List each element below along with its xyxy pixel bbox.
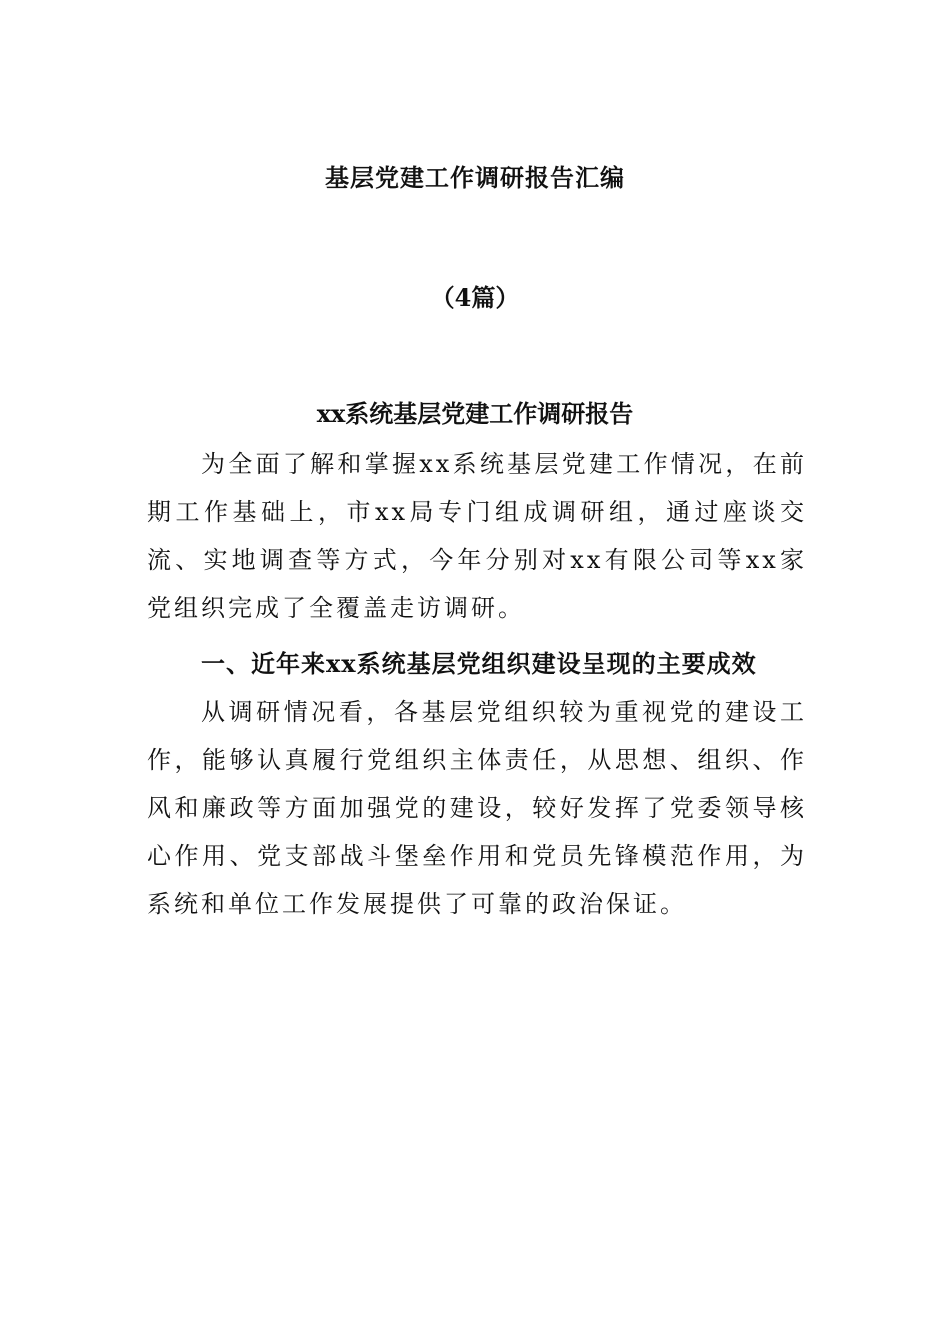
paragraph-achievements: 从调研情况看，各基层党组织较为重视党的建设工作，能够认真履行党组织主体责任，从思想、组织、作风和廉政等方面加强党的建设，较好发挥了党委领导核心作用、党支部战斗堡垒作用和党员先锋模范作用，为系统和单位工作发展提供了可靠的政治保证。 xyxy=(147,698,807,918)
section-heading-1: 一、近年来xx系统基层党组织建设呈现的主要成效 xyxy=(201,649,757,678)
document-title: 基层党建工作调研报告汇编 xyxy=(325,163,625,192)
paragraph-intro: 为全面了解和掌握xx系统基层党建工作情况，在前期工作基础上，市xx局专门组成调研组，通过座谈交流、实地调查等方式，今年分别对xx有限公司等xx家党组织完成了全覆盖走访调研。 xyxy=(147,450,807,622)
report-title: xx系统基层党建工作调研报告 xyxy=(316,399,634,428)
article-count: （4篇） xyxy=(430,283,520,312)
